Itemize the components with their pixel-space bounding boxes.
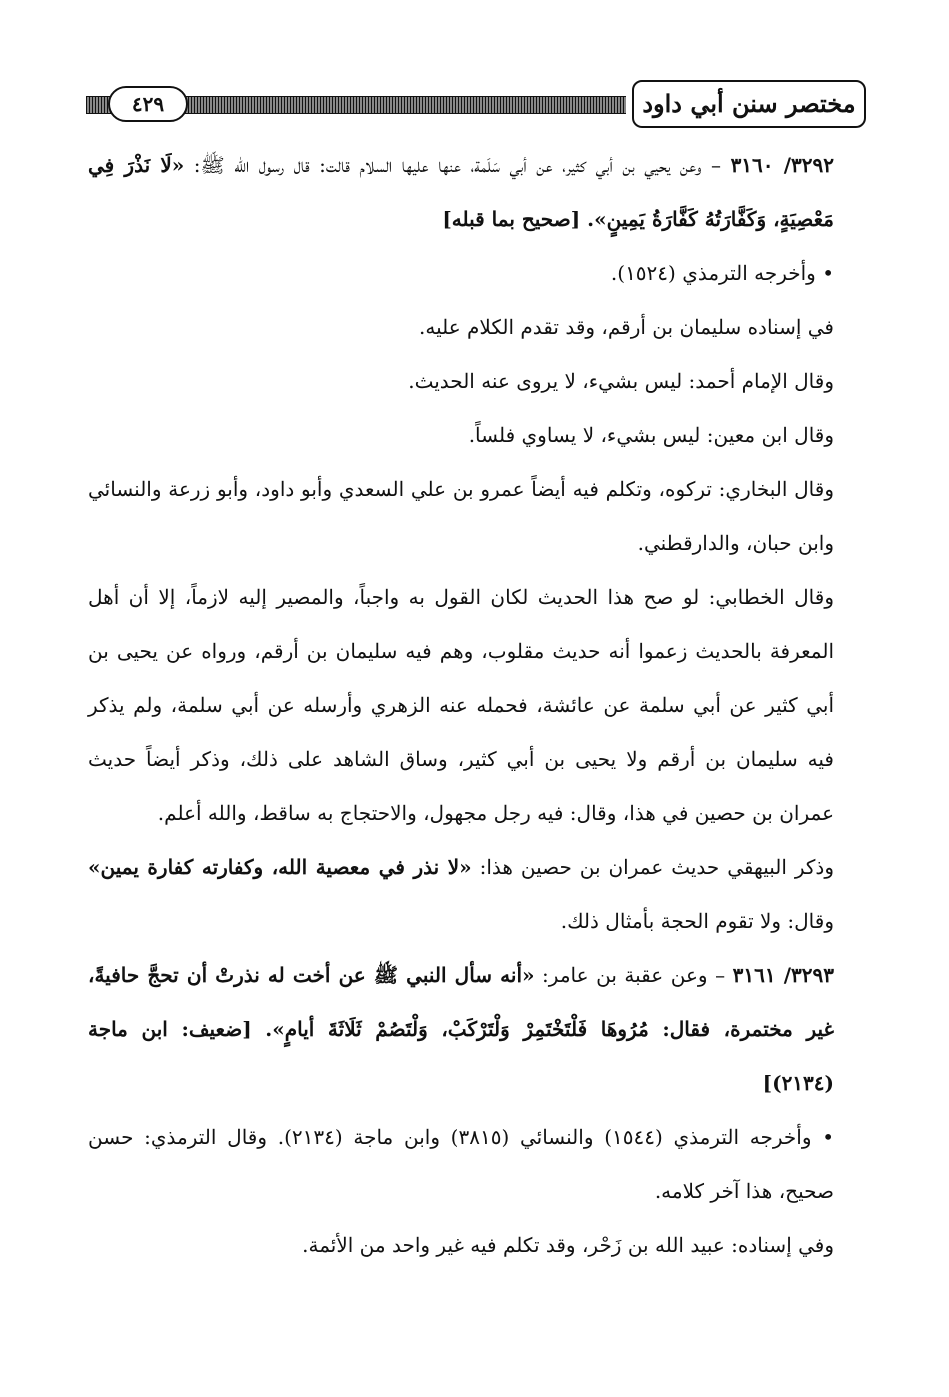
commentary-quote: «لا نذر في معصية الله، وكفارته كفارة يمين» xyxy=(88,855,472,879)
hadith-grade: . [صحيح بما قبله] xyxy=(442,207,595,231)
commentary-paragraph: وقال البخاري: تركوه، وتكلم فيه أيضاً عمرو بن علي السعدي وأبو داود، وأبو زرعة والنسائي وابن حبان، والدارقطني. xyxy=(88,477,834,555)
hadith-text: – وعن عقبة بن عامر: xyxy=(534,963,733,987)
commentary-line: وفي إسناده: عبيد الله بن زَحْر، وقد تكلم فيه غير واحد من الأئمة. xyxy=(302,1233,834,1257)
running-header xyxy=(86,80,866,128)
hadith-number: ٣٢٩٢/ ٣١٦٠ xyxy=(730,153,834,177)
commentary-paragraph xyxy=(88,840,864,948)
commentary-line: في إسناده سليمان بن أرقم، وقد تقدم الكلام عليه. xyxy=(419,315,834,339)
hadith-text: – وعن يحيي بن أبي كثير، عن أبي سَلَمة، عنها عليها السلام قالت: قال رسول الله ﷺ: xyxy=(184,153,731,177)
commentary-line: وقال ابن معين: ليس بشيء، لا يساوي فلساً. xyxy=(468,423,834,447)
page-body xyxy=(88,138,864,1272)
hadith-number: ٣٢٩٣/ ٣١٦١ xyxy=(732,963,834,987)
commentary-paragraph: وقال الخطابي: لو صح هذا الحديث لكان القول به واجباً، والمصير إليه لازماً، إلا أن أهل المعرفة بالحديث زعموا أنه حديث مقلوب، وهم فيه سليمان بن أرقم، ورواه عن يحيى بن أبي كثير عن أبي سلمة عن عائشة، فحمله عنه الزهري وأرسله عن أبي سلمة، ولم يذكر فيه سليمان بن أرقم ولا يحيى بن أبي كثير، وساق الشاهد على ذلك، وذكر أيضاً حديث عمران بن حصين في هذا، وقال: فيه رجل مجهول، والاحتجاج به ساقط، والله أعلم. xyxy=(88,585,834,825)
hadith-grade: . [ضعيف: ابن ماجة (٢١٣٤)] xyxy=(88,1017,834,1095)
commentary-text: وذكر البيهقي حديث عمران بن حصين هذا: xyxy=(471,855,834,879)
hadith-quote: «أنه سأل النبي ﷺ عن أخت له نذرتْ أن تحجَّ حافيةً، غير مختمرة، فقال: مُرُوهَا فَلْتَخْتَمِرْ وَلْتَرْكَبْ، وَلْتَصُمْ ثَلَاثَةَ أيامٍ» xyxy=(88,963,834,1041)
takhrij-line: • وأخرجه الترمذي (١٥٢٤). xyxy=(610,261,834,285)
commentary-line: وقال الإمام أحمد: ليس بشيء، لا يروى عنه الحديث. xyxy=(408,369,834,393)
page-number: ٤٢٩ xyxy=(108,86,188,122)
hadith-quote: «لَا نَذْرَ فِي مَعْصِيَةٍ، وَكَفَّارَتُهُ كَفَّارَةُ يَمِينٍ» xyxy=(88,153,834,231)
book-title: مختصر سنن أبي داود xyxy=(632,80,866,128)
hadith-3292 xyxy=(88,138,864,246)
takhrij-paragraph: • وأخرجه الترمذي (١٥٤٤) والنسائي (٣٨١٥) وابن ماجة (٢١٣٤). وقال الترمذي: حسن صحيح، هذا آخر كلامه. xyxy=(88,1125,834,1203)
commentary-text: وقال: ولا تقوم الحجة بأمثال ذلك. xyxy=(560,909,834,933)
hadith-3293 xyxy=(88,948,864,1110)
